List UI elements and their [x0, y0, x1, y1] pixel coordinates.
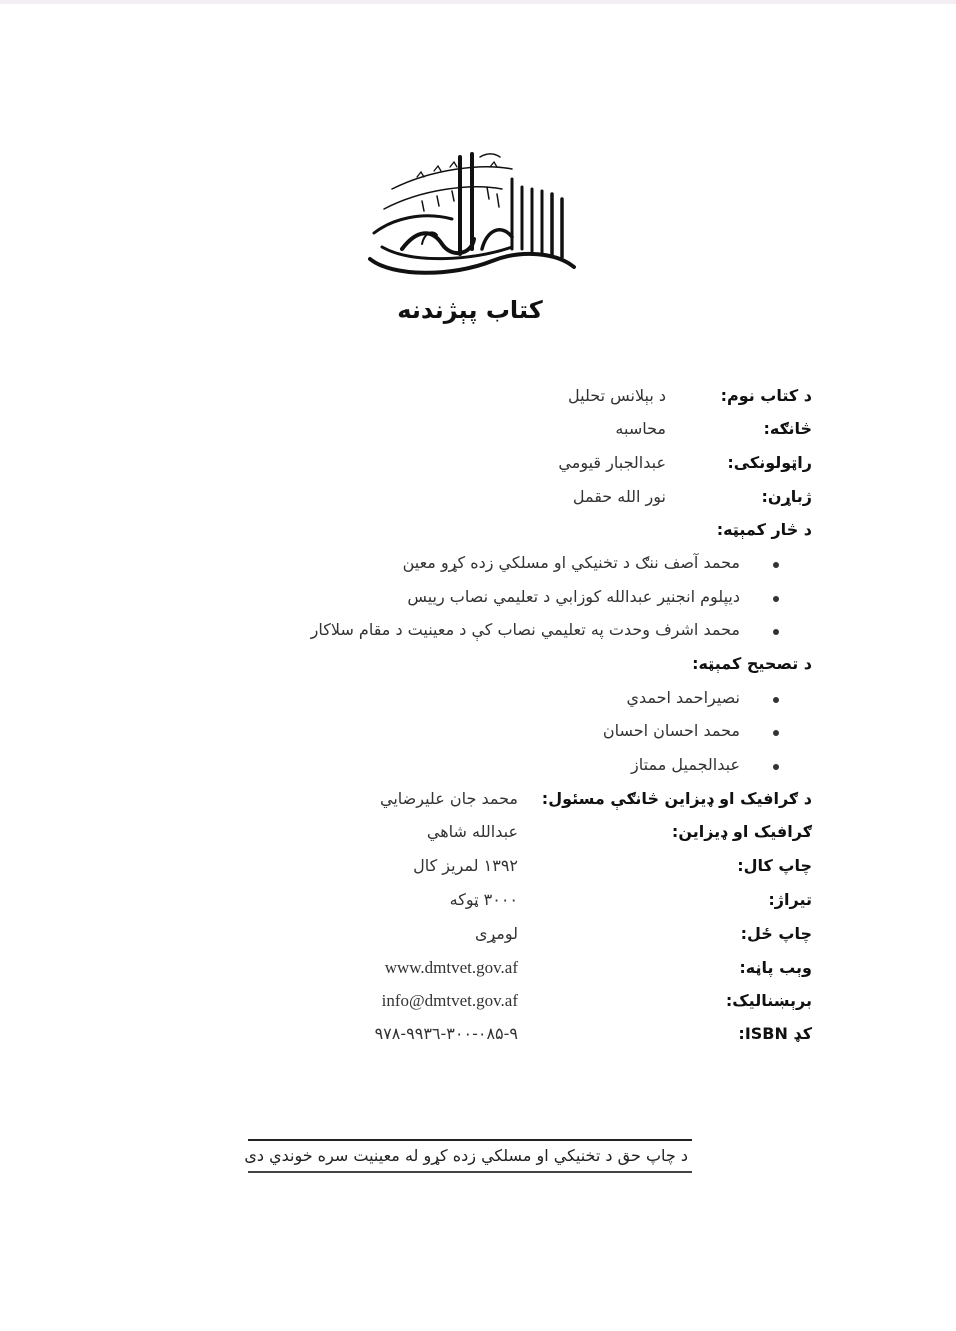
detail-label: څانګه: [763, 419, 812, 438]
publishing-value: محمد جان علیرضایي [380, 789, 518, 808]
detail-row-book-name [512, 386, 812, 408]
publishing-value: عبدالله شاهي [426, 822, 518, 841]
book-info-page [0, 4, 956, 1331]
copyright-box [244, 1139, 692, 1173]
publishing-row-print-year [332, 856, 812, 878]
detail-row-compiler [512, 453, 812, 475]
publishing-value: لومړی [474, 924, 518, 943]
supervision-member: دیپلوم انجنیر عبدالله کوزابي د تعلیمي نصاب رییس [407, 587, 740, 606]
supervision-member: محمد اشرف وحدت په تعلیمي نصاب کې د معینیت د مقام سلاکار [310, 620, 740, 639]
detail-label: راټولونکی: [727, 453, 812, 472]
isbn-value: ۹۷۸-۹۹۳٦-۳۰۰-۰۸۵-۹ [374, 1024, 518, 1043]
bullet-icon [773, 764, 779, 770]
detail-row-translator [512, 487, 812, 509]
supervision-member: محمد آصف ننګ د تخنیکي او مسلکي زده کړو معین [402, 553, 740, 572]
correction-member: محمد احسان احسان [602, 721, 740, 740]
publishing-row-graphic-head [332, 789, 812, 811]
copyright-text: د چاپ حق د تخنیکي او مسلکي زده کړو له معینیت سره خوندي دی [244, 1146, 688, 1165]
publishing-value: ۱۳۹۲ لمریز کال [413, 856, 518, 875]
correction-member: نصیراحمد احمدي [626, 688, 740, 707]
detail-value: محاسبه [615, 419, 666, 438]
supervision-committee-heading: د څار کمېټه: [716, 520, 812, 539]
publishing-label: کډ ISBN: [738, 1024, 812, 1043]
detail-label: د کتاب نوم: [720, 386, 812, 405]
publishing-label: ګرافیک او ډیزاین: [671, 822, 812, 841]
detail-value: د بېلانس تحلیل [568, 386, 666, 405]
publishing-label: وېب پاڼه: [739, 958, 812, 977]
publishing-value: ۳۰۰۰ ټوکه [449, 890, 518, 909]
bismillah-calligraphy-icon [362, 149, 580, 279]
publishing-label: تیراژ: [768, 890, 812, 909]
correction-committee-heading: د تصحیح کمېټه: [692, 654, 812, 673]
detail-value: نور الله حقمل [572, 487, 666, 506]
bullet-icon [773, 562, 779, 568]
publishing-row-website [332, 958, 812, 980]
detail-row-department [512, 419, 812, 441]
publishing-label: برېښنالیک: [725, 991, 812, 1010]
bullet-icon [773, 629, 779, 635]
page-title: کتاب پېژندنه [397, 296, 543, 324]
publishing-row-circulation [332, 890, 812, 912]
publishing-label: چاپ کال: [737, 856, 812, 875]
publishing-row-edition [332, 924, 812, 946]
publishing-label: چاپ ځل: [740, 924, 812, 943]
publishing-row-isbn [332, 1024, 812, 1046]
website-link[interactable]: www.dmtvet.gov.af [384, 958, 518, 977]
correction-member: عبدالجمیل ممتاز [631, 755, 740, 774]
publishing-row-graphic-design [332, 822, 812, 844]
publishing-label: د ګرافیک او ډیزاین څانګې مسئول: [541, 789, 812, 808]
email-link[interactable]: info@dmtvet.gov.af [381, 991, 518, 1010]
detail-value: عبدالجبار قیومي [558, 453, 666, 472]
bullet-icon [773, 697, 779, 703]
detail-label: ژباړن: [761, 487, 812, 506]
bullet-icon [773, 730, 779, 736]
bullet-icon [773, 596, 779, 602]
publishing-row-email [332, 991, 812, 1013]
